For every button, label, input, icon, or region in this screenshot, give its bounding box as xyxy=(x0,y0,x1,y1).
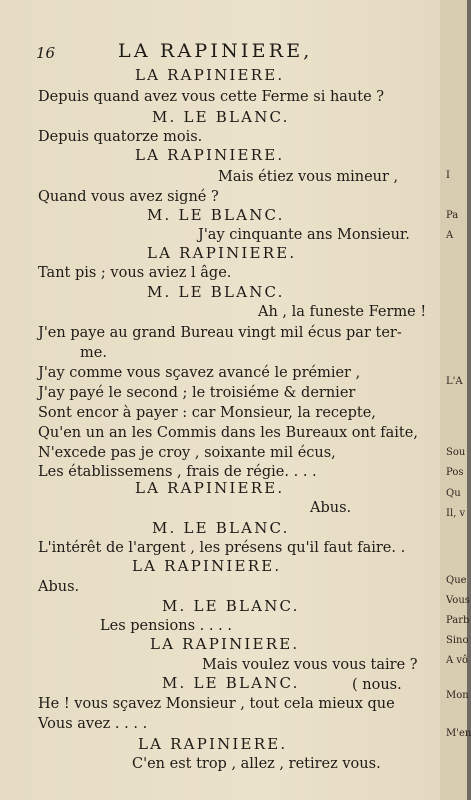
verse-line: C'en est trop , allez , retirez vous. xyxy=(132,756,381,772)
facing-fragment: M'en xyxy=(446,728,471,739)
facing-fragment: Sou xyxy=(446,447,466,458)
verse-line-overflow: ( nous. xyxy=(352,677,402,693)
verse-line: Ah , la funeste Ferme ! xyxy=(258,304,427,320)
facing-fragment: Que xyxy=(446,575,467,586)
facing-page-edge xyxy=(440,0,471,800)
facing-fragment: Mon xyxy=(446,690,469,701)
verse-line: L'intérêt de l'argent , les présens qu'il faut faire. . xyxy=(38,540,406,556)
facing-fragment: Qu xyxy=(446,488,461,499)
facing-fragment: Vous xyxy=(446,595,470,606)
verse-line: me. xyxy=(80,345,107,361)
verse-line: Mais étiez vous mineur , xyxy=(218,169,399,185)
page-number: 16 xyxy=(36,44,56,62)
running-title: LA RAPINIERE, xyxy=(118,40,313,62)
verse-line: N'excede pas je croy , soixante mil écus, xyxy=(38,445,336,461)
speaker-label: LA RAPINIERE. xyxy=(147,244,297,262)
speaker-label: LA RAPINIERE. xyxy=(138,735,288,753)
speaker-label: LA RAPINIERE. xyxy=(132,557,282,575)
verse-line: J'ay payé le second ; le troisiéme & dernier xyxy=(38,385,356,401)
speaker-label: M. LE BLANC. xyxy=(147,283,285,301)
speaker-label: M. LE BLANC. xyxy=(152,519,290,537)
facing-fragment: I xyxy=(446,170,450,181)
verse-line: Depuis quand avez vous cette Ferme si haute ? xyxy=(38,89,385,105)
facing-fragment: Il, v xyxy=(446,508,466,519)
verse-line: He ! vous sçavez Monsieur , tout cela mieux que xyxy=(38,696,395,712)
verse-line: J'ay comme vous sçavez avancé le prémier , xyxy=(38,365,361,381)
facing-fragment: A vô xyxy=(446,655,469,666)
facing-fragment: A xyxy=(446,230,454,241)
verse-line: Abus. xyxy=(310,500,352,516)
facing-fragment: Sino xyxy=(446,635,469,646)
facing-fragment: L'A xyxy=(446,376,463,387)
verse-line: Quand vous avez signé ? xyxy=(38,189,219,205)
verse-line: Sont encor à payer : car Monsieur, la recepte, xyxy=(38,405,376,421)
verse-line: Abus. xyxy=(38,579,80,595)
verse-line: Les établissemens , frais de régie. . . . xyxy=(38,464,317,480)
facing-fragment: Pos xyxy=(446,467,464,478)
speaker-label: LA RAPINIERE. xyxy=(150,635,300,653)
speaker-label: M. LE BLANC. xyxy=(147,206,285,224)
speaker-label: M. LE BLANC. xyxy=(162,674,300,692)
verse-line: Qu'en un an les Commis dans les Bureaux ont faite, xyxy=(38,425,418,441)
verse-line: Mais voulez vous vous taire ? xyxy=(202,657,418,673)
facing-fragment: Parb xyxy=(446,615,470,626)
speaker-label: LA RAPINIERE. xyxy=(135,66,285,84)
verse-line: J'en paye au grand Bureau vingt mil écus par ter- xyxy=(38,325,402,341)
speaker-label: M. LE BLANC. xyxy=(152,108,290,126)
verse-line: Les pensions . . . . xyxy=(100,618,232,634)
facing-fragment: Pa xyxy=(446,210,459,221)
verse-line: Depuis quatorze mois. xyxy=(38,129,203,145)
speaker-label: LA RAPINIERE. xyxy=(135,479,285,497)
verse-line: J'ay cinquante ans Monsieur. xyxy=(198,227,410,243)
speaker-label: LA RAPINIERE. xyxy=(135,146,285,164)
speaker-label: M. LE BLANC. xyxy=(162,597,300,615)
verse-line: Tant pis ; vous aviez l âge. xyxy=(38,265,232,281)
verse-line: Vous avez . . . . xyxy=(38,716,148,732)
